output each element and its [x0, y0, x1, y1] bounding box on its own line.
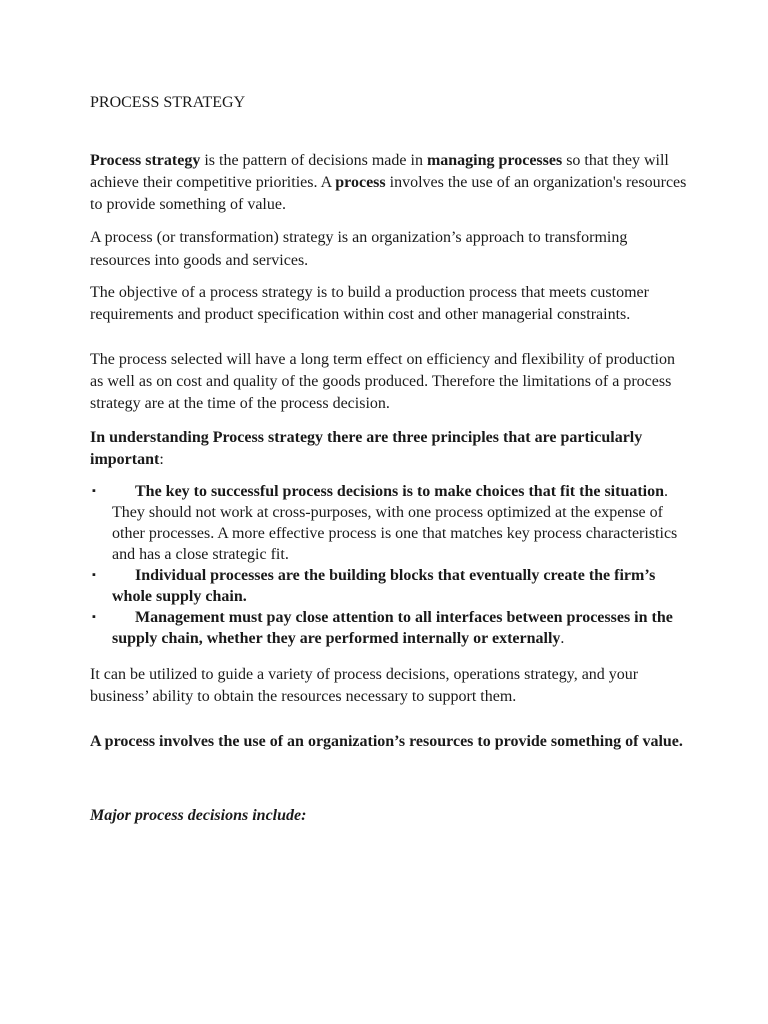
- intro-text-1: is the pattern of decisions made in: [200, 152, 427, 169]
- transformation-paragraph: A process (or transformation) strategy is an organization’s approach to transforming resources into goods and services.: [90, 229, 628, 269]
- principles-intro-tail: :: [159, 451, 164, 468]
- process-selected-paragraph: The process selected will have a long term effect on efficiency and flexibility of production as well as on cost and quality of the goods produced. Therefore the limitations of a process strategy are at the time of the process decision.: [90, 351, 675, 412]
- document-title: PROCESS STRATEGY: [90, 94, 246, 111]
- value-bold-text: A process involves the use of an organization’s resources to provide something of value.: [90, 733, 683, 750]
- principles-intro-bold: In understanding Process strategy there are three principles that are particularly important: [90, 429, 643, 468]
- objective-paragraph: The objective of a process strategy is to build a production process that meets customer requirements and product specification within cost and other managerial constraints.: [90, 284, 649, 323]
- value-paragraph: [90, 731, 690, 753]
- intro-text-3: involves the use of an organization's resources to provide something of value.: [90, 174, 687, 213]
- intro-paragraph: [90, 150, 690, 216]
- list-item: [90, 607, 690, 649]
- intro-bold-3: process: [335, 174, 386, 191]
- principle-text: .: [560, 630, 565, 647]
- intro-bold-2: managing processes: [426, 152, 563, 169]
- principle-bold: Individual processes are the building blocks that eventually create the firm’s whole supply chain.: [112, 567, 656, 605]
- list-item: [90, 481, 690, 565]
- principle-bold: Management must pay close attention to all interfaces between processes in the supply chain, whether they are performed internally or externally: [112, 609, 673, 647]
- major-decisions-heading: Major process decisions include:: [90, 807, 307, 824]
- principles-list: [90, 481, 690, 649]
- intro-term: Process strategy: [90, 152, 201, 169]
- list-item: [90, 565, 690, 607]
- square-bullet-icon: ▪: [92, 569, 96, 581]
- principles-intro: [90, 427, 690, 471]
- square-bullet-icon: ▪: [92, 611, 96, 623]
- principle-text: . They should not work at cross-purposes, with one process optimized at the expense of other processes. A more effective process is one that matches key process characteristics and has a close strategic fit.: [112, 483, 678, 563]
- square-bullet-icon: ▪: [92, 485, 96, 497]
- intro-text-2: so that they will achieve their competitive priorities. A: [90, 152, 669, 191]
- document-page: [90, 92, 690, 827]
- principle-bold: The key to successful process decisions is to make choices that fit the situation: [135, 483, 665, 500]
- guide-paragraph: It can be utilized to guide a variety of process decisions, operations strategy, and your business’ ability to obtain the resources necessary to support them.: [90, 666, 639, 705]
